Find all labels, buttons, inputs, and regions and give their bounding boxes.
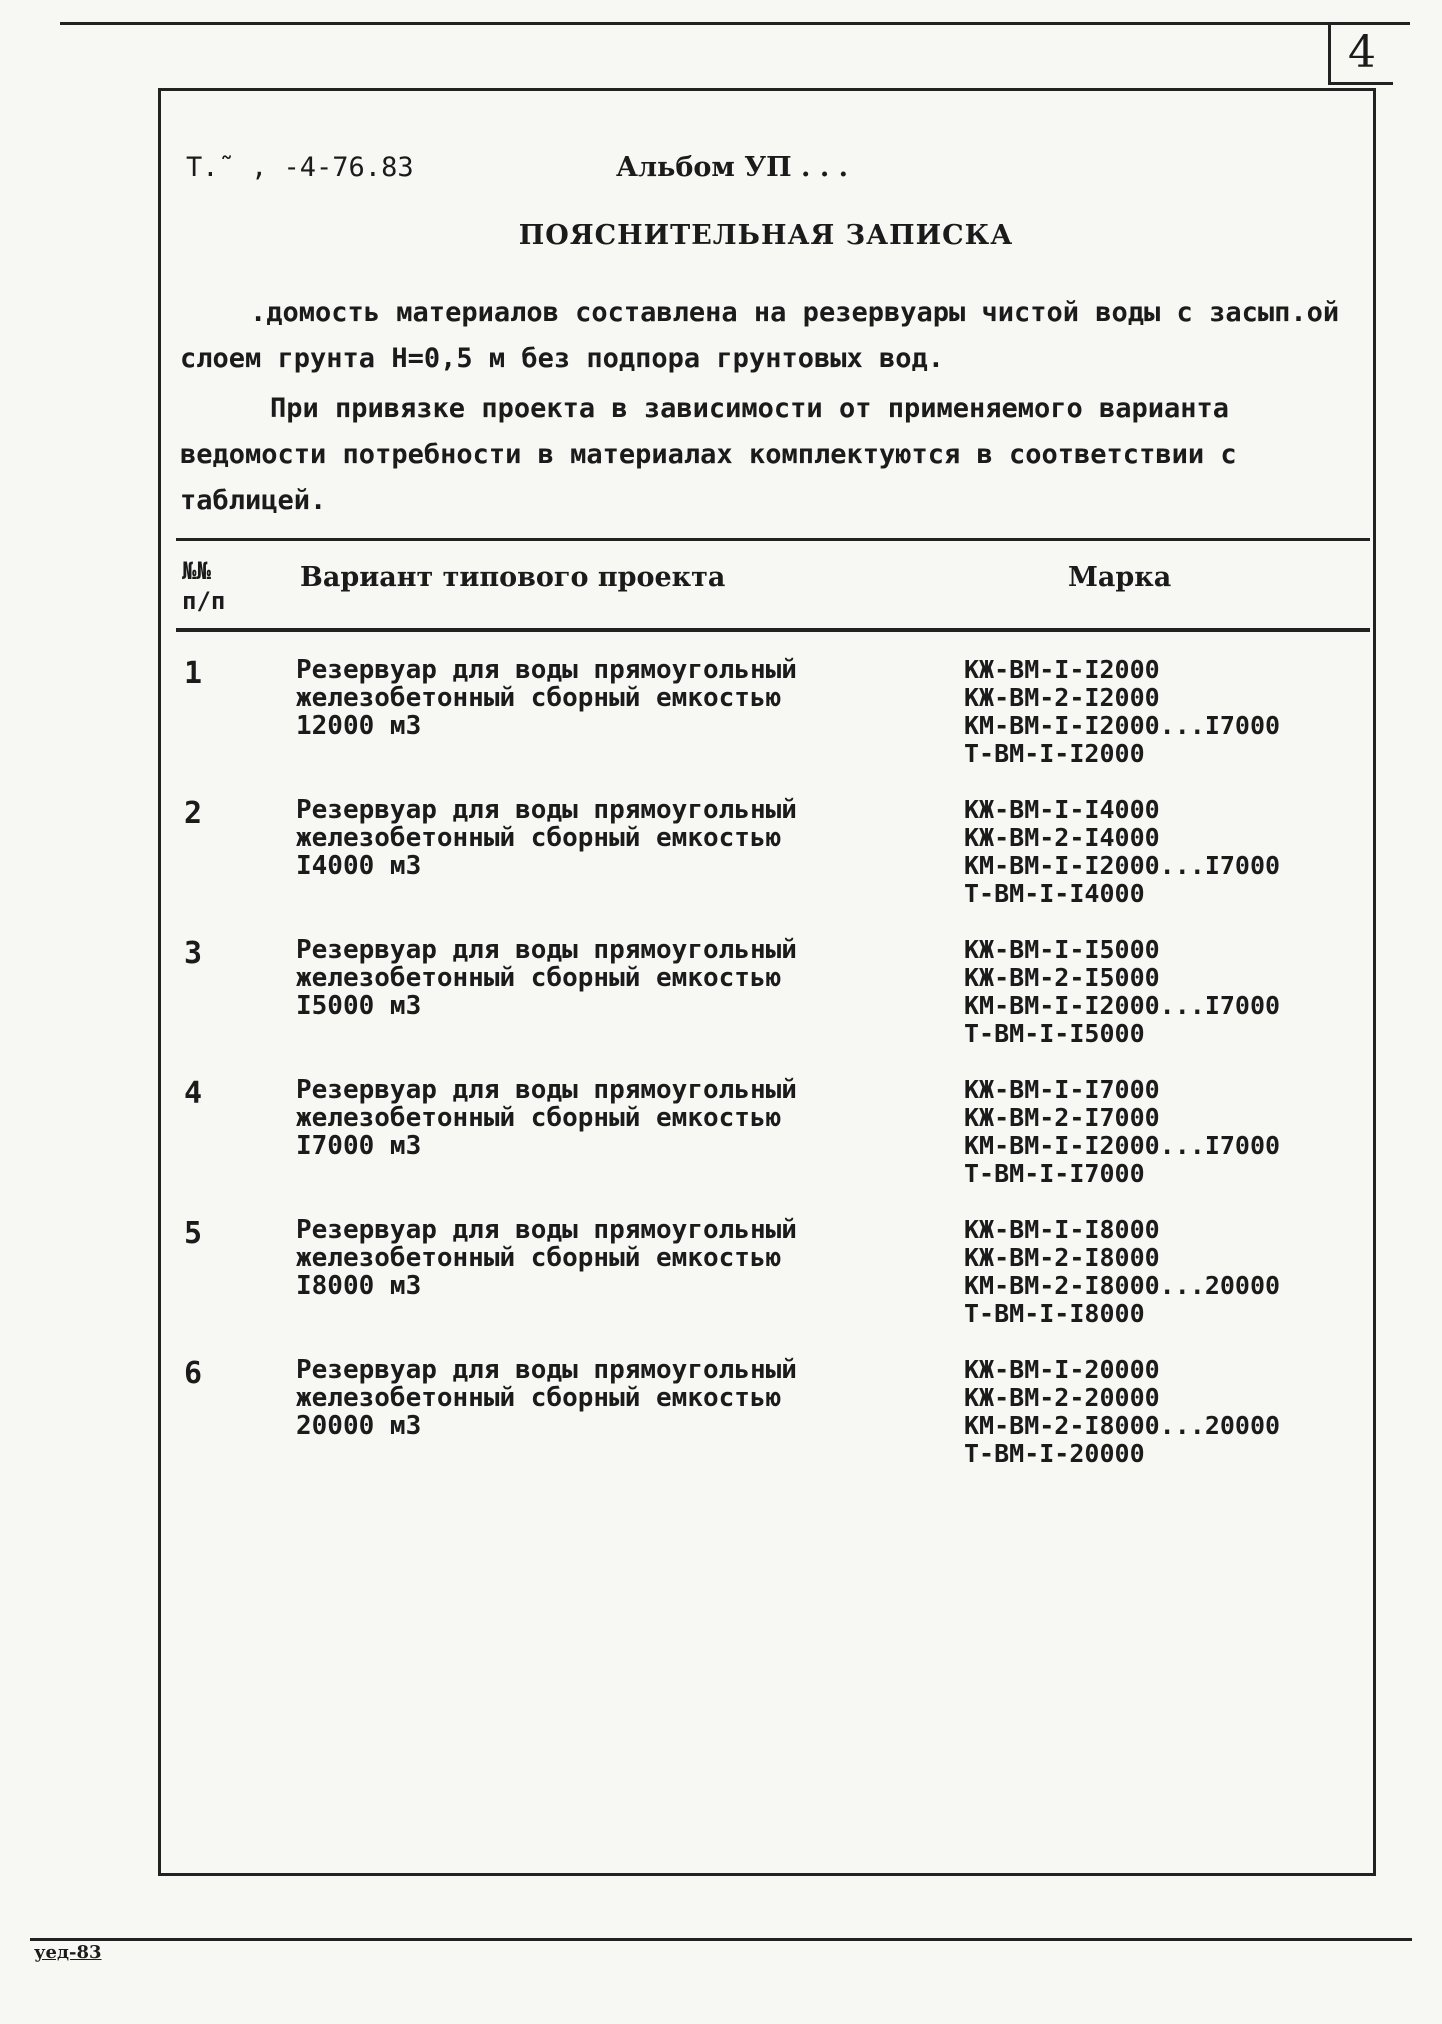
row-marks	[964, 656, 1364, 768]
page-title: ПОЯСНИТЕЛЬНАЯ ЗАПИСКА	[518, 220, 1014, 251]
desc-line: Резервуар для воды прямоугольный	[296, 935, 797, 965]
header-num: №№ п/п	[182, 557, 226, 615]
row-marks	[964, 936, 1364, 1048]
paragraph-1: .домость материалов составлена на резервуары чистой воды с засып.ой слоем грунта Н=0,5 м без подпора грунтовых вод.	[180, 297, 1340, 374]
row-marks	[964, 1356, 1364, 1468]
mark-line: КЖ-ВМ-2-20000	[964, 1383, 1160, 1412]
document-header	[186, 152, 1346, 188]
mark-line: КЖ-ВМ-I-I7000	[964, 1075, 1160, 1104]
row-number: 2	[184, 796, 203, 831]
desc-line: I8000 м3	[296, 1271, 422, 1301]
row-number: 6	[184, 1356, 203, 1391]
mark-line: Т-ВМ-I-I8000	[964, 1299, 1145, 1328]
desc-line: железобетонный сборный емкостью	[296, 683, 782, 713]
mark-line: КЖ-ВМ-2-I7000	[964, 1103, 1160, 1132]
mark-line: КМ-ВМ-I-I2000...I7000	[964, 851, 1281, 880]
desc-line: железобетонный сборный емкостью	[296, 963, 782, 993]
table-top-rule	[176, 538, 1370, 541]
row-number: 3	[184, 936, 203, 971]
row-marks	[964, 1076, 1364, 1188]
desc-line: железобетонный сборный емкостью	[296, 1103, 782, 1133]
table-row	[176, 1212, 1370, 1352]
bottom-rule	[30, 1938, 1412, 1941]
mark-line: КМ-ВМ-2-I8000...20000	[964, 1271, 1281, 1300]
mark-line: КЖ-ВМ-2-I5000	[964, 963, 1160, 992]
desc-line: Резервуар для воды прямоугольный	[296, 795, 797, 825]
row-number: 4	[184, 1076, 203, 1111]
top-rule	[60, 22, 1410, 25]
row-number: 1	[184, 656, 203, 691]
table-row	[176, 1072, 1370, 1212]
desc-line: Резервуар для воды прямоугольный	[296, 1075, 797, 1105]
mark-line: КЖ-ВМ-I-I8000	[964, 1215, 1160, 1244]
album-label: Альбом УП . . .	[616, 152, 849, 183]
mark-line: Т-ВМ-I-20000	[964, 1439, 1145, 1468]
row-description	[296, 1356, 856, 1440]
mark-line: КЖ-ВМ-I-I2000	[964, 655, 1160, 684]
desc-line: I7000 м3	[296, 1131, 422, 1161]
table-row	[176, 792, 1370, 932]
desc-line: железобетонный сборный емкостью	[296, 823, 782, 853]
mark-line: Т-ВМ-I-I7000	[964, 1159, 1145, 1188]
desc-line: железобетонный сборный емкостью	[296, 1383, 782, 1413]
mark-line: КМ-ВМ-I-I2000...I7000	[964, 991, 1281, 1020]
row-marks	[964, 1216, 1364, 1328]
desc-line: Резервуар для воды прямоугольный	[296, 1215, 797, 1245]
mark-line: КМ-ВМ-I-I2000...I7000	[964, 1131, 1281, 1160]
mark-line: Т-ВМ-I-I4000	[964, 879, 1145, 908]
mark-line: КЖ-ВМ-2-I8000	[964, 1243, 1160, 1272]
desc-line: 12000 м3	[296, 711, 422, 741]
desc-line: I5000 м3	[296, 991, 422, 1021]
row-description	[296, 656, 856, 740]
desc-line: Резервуар для воды прямоугольный	[296, 1355, 797, 1385]
desc-line: Резервуар для воды прямоугольный	[296, 655, 797, 685]
page-number: 4	[1328, 24, 1393, 85]
row-description	[296, 936, 856, 1020]
table-row	[176, 1352, 1370, 1492]
footer-code: уед-83	[34, 1942, 102, 1963]
mark-line: КЖ-ВМ-2-I4000	[964, 823, 1160, 852]
row-description	[296, 796, 856, 880]
desc-line: I4000 м3	[296, 851, 422, 881]
mark-line: КМ-ВМ-2-I8000...20000	[964, 1411, 1281, 1440]
row-marks	[964, 796, 1364, 908]
table-row	[176, 932, 1370, 1072]
table-row	[176, 652, 1370, 792]
mark-line: КЖ-ВМ-2-I2000	[964, 683, 1160, 712]
mark-line: КМ-ВМ-I-I2000...I7000	[964, 711, 1281, 740]
mark-line: Т-ВМ-I-I5000	[964, 1019, 1145, 1048]
desc-line: 20000 м3	[296, 1411, 422, 1441]
desc-line: железобетонный сборный емкостью	[296, 1243, 782, 1273]
mark-line: КЖ-ВМ-I-I5000	[964, 935, 1160, 964]
header-mark: Марка	[1068, 562, 1172, 593]
row-description	[296, 1216, 856, 1300]
mark-line: КЖ-ВМ-I-20000	[964, 1355, 1160, 1384]
mark-line: Т-ВМ-I-I2000	[964, 739, 1145, 768]
row-number: 5	[184, 1216, 203, 1251]
paragraph-2: При привязке проекта в зависимости от применяемого варианта ведомости потребности в материалах комплектуются в соответствии с таблицей.	[180, 393, 1237, 516]
row-description	[296, 1076, 856, 1160]
header-variant: Вариант типового проекта	[300, 562, 726, 593]
mark-line: КЖ-ВМ-I-I4000	[964, 795, 1160, 824]
doc-code: Т.˜ , -4-76.83	[186, 152, 414, 183]
table-body	[176, 652, 1370, 1492]
table-header-rule	[176, 628, 1370, 632]
